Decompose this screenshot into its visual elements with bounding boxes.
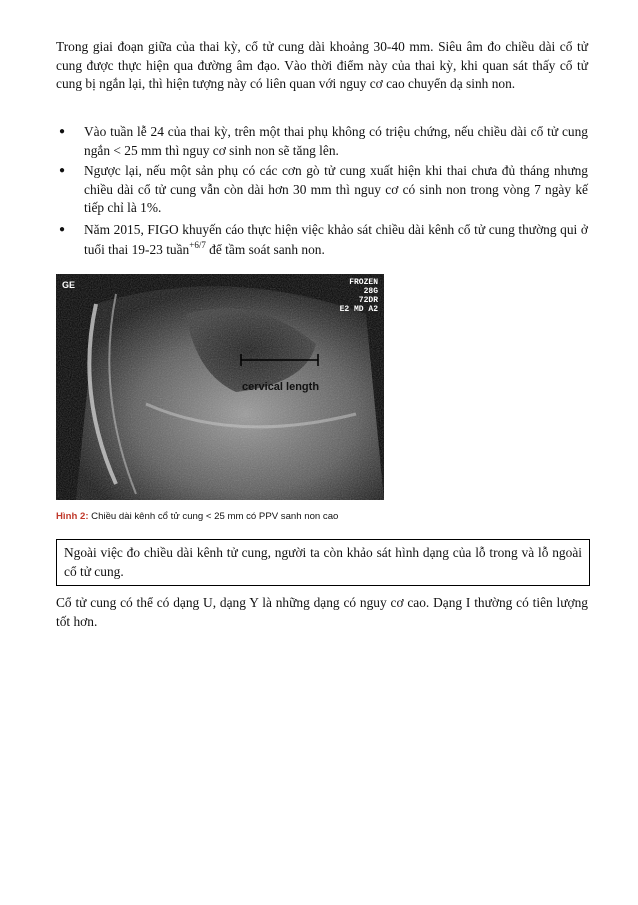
bullet-text: để tầm soát sanh non. bbox=[205, 241, 325, 257]
bullet-text: Vào tuần lễ 24 của thai kỳ, trên một thai phụ không có triệu chứng, nếu chiều dài cổ tử cung ngắn < 25 mm thì nguy cơ sinh non sẽ tăng lên. bbox=[84, 124, 588, 158]
bullet-text: Năm 2015, FIGO khuyến cáo thực hiện việc khảo sát chiều dài kênh cổ tử cung thường qui ở tuổi thai 19-23 tuần bbox=[84, 221, 588, 257]
bullet-dot-icon: ● bbox=[59, 165, 66, 176]
bullet-dot-icon: ● bbox=[59, 126, 66, 137]
bullet-item bbox=[56, 162, 588, 218]
ultrasound-graphic bbox=[56, 274, 384, 500]
bullet-item bbox=[56, 220, 588, 260]
superscript-reference: +6/7 bbox=[189, 239, 206, 250]
boxed-note: Ngoài việc đo chiều dài kênh tử cung, người ta còn khảo sát hình dạng của lỗ trong và lỗ ngoài cổ tử cung. bbox=[56, 539, 590, 586]
ultrasound-image bbox=[56, 274, 384, 500]
info-line: 28G bbox=[363, 287, 378, 296]
info-line: FROZEN bbox=[349, 278, 378, 287]
bullet-list bbox=[56, 123, 588, 262]
bullet-item bbox=[56, 123, 588, 160]
measure-label: cervical length bbox=[242, 381, 320, 393]
bullet-dot-icon: ● bbox=[59, 223, 66, 235]
figure-label: Hình 2: bbox=[56, 511, 89, 522]
closing-paragraph: Cổ tử cung có thể có dạng U, dạng Y là những dạng có nguy cơ cao. Dạng I thường có tiên lượng tốt hơn. bbox=[56, 595, 588, 629]
info-line: E2 MD A2 bbox=[339, 305, 378, 314]
bullet-text: Ngược lại, nếu một sản phụ có các cơn gò tử cung xuất hiện khi thai chưa đủ tháng nhưng chiều dài cổ tử cung vẫn còn dài hơn 30 mm thì nguy cơ có sinh non trong vòng 7 ngày kế tiếp chỉ là 1%. bbox=[84, 163, 588, 215]
intro-paragraph: Trong giai đoạn giữa của thai kỳ, cổ tử cung dài khoảng 30-40 mm. Siêu âm đo chiều dài cổ tử cung được thực hiện qua đường âm đạo. Vào thời điểm này của thai kỳ, khi quan sát thấy cổ tử cung bị ngắn lại, thì hiện tượng này có liên quan với nguy cơ cao chuyển dạ sinh non. bbox=[56, 39, 588, 91]
ge-logo-icon: GE bbox=[62, 280, 76, 290]
info-line: 72DR bbox=[358, 296, 378, 305]
figure-caption-text: Chiều dài kênh cổ tử cung < 25 mm có PPV sanh non cao bbox=[88, 511, 339, 522]
figure-caption bbox=[56, 511, 338, 522]
